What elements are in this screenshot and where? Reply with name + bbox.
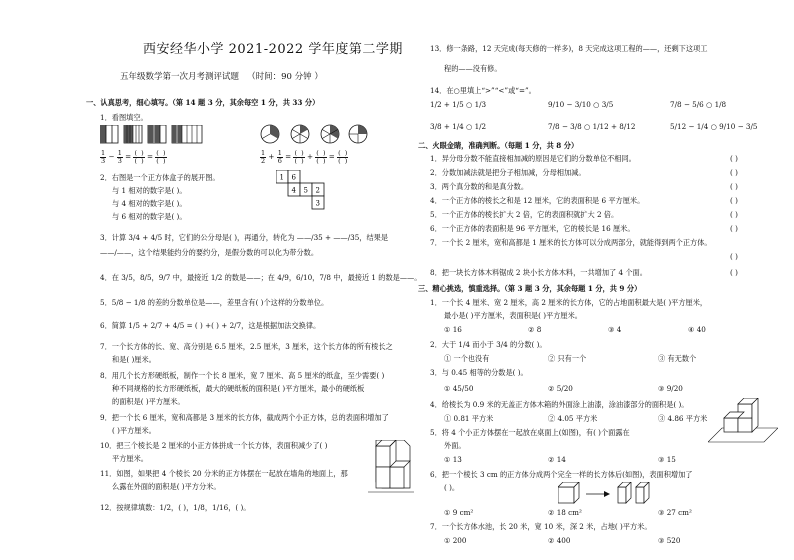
exam-title: 五年级数学第一次月考测评试题 bbox=[120, 72, 240, 82]
q14-item-5: 7/8 − 3/8 ○ 1/12 + 8/12 bbox=[548, 122, 636, 131]
choice-q4-opt-3[interactable]: ③ 4.86 平方米 bbox=[658, 414, 708, 423]
choice-q3: 3．与 0.45 相等的分数是( )。 bbox=[430, 368, 528, 377]
school-title: 西安经华小学 2021-2022 学年度第二学期 bbox=[143, 42, 403, 57]
question-9-b: ( )平方厘米。 bbox=[112, 426, 156, 435]
circle-figure-4 bbox=[349, 125, 367, 143]
circle-figure-3 bbox=[321, 125, 339, 143]
q1-fraction-line-right: $\frac{1}{2}$ + $\frac{1}{6}$ = $\frac{( )}{( )}$ + $\frac{( )}{( )}$ = $\frac{( )}{( )}$ bbox=[261, 149, 348, 165]
judge-item-5: 5．一个正方体的棱长扩大 2 倍，它的表面积就扩大 2 倍。 bbox=[430, 210, 619, 219]
q14-item-1: 1/2 + 1/5 ○ 1/3 bbox=[430, 100, 487, 109]
circle-figure-2 bbox=[291, 125, 309, 143]
question-7: 7．一个长方体的长、宽、高分别是 6.5 厘米，2.5 厘米，3 厘米，这个长方体的所有棱长之 bbox=[100, 342, 393, 351]
judge-item-3: 3．两个真分数的和是真分数。 bbox=[430, 182, 529, 191]
judge-item-8: 8．把一块长方体木料锯成 2 块小长方体木料，一共增加了 4 个面。 bbox=[430, 268, 647, 277]
choice-q4: 4．给棱长为 0.9 米的无盖正方体木箱的外面涂上油漆，涂油漆部分的面积是( )。 bbox=[430, 400, 689, 409]
choice-q1: 1．一个长 4 厘米、宽 2 厘米，高 2 厘米的长方体，它的占地面积最大是( )平方厘米， bbox=[430, 298, 708, 307]
choice-q2-opt-3[interactable]: ③ 有无数个 bbox=[658, 354, 697, 363]
judge-paren-1[interactable]: ( ) bbox=[730, 154, 738, 163]
net-cell-5: 2 bbox=[315, 186, 320, 195]
circle-figures bbox=[260, 124, 370, 146]
judge-paren-6[interactable]: ( ) bbox=[730, 224, 738, 233]
question-10: 10．把三个棱长是 2 厘米的小正方体拼成一个长方体，表面积减少了( ) bbox=[100, 441, 328, 450]
question-4: 4．在 3/5，8/5，9/7 中，最接近 1/2 的数是——；在 4/9，6/10，7/8 中，最接近 1 的数是——。 bbox=[100, 273, 422, 282]
question-13-b: 程的——没有修。 bbox=[444, 64, 502, 73]
q14-item-6: 5/12 − 1/4 ○ 9/10 − 3/5 bbox=[670, 122, 758, 131]
choice-q1-opt-4[interactable]: ④ 40 bbox=[688, 325, 706, 334]
choice-q6-opt-3[interactable]: ③ 27 cm² bbox=[658, 508, 692, 517]
choice-q7-opt-3[interactable]: ③ 520 bbox=[658, 536, 681, 545]
bar-figures bbox=[100, 125, 210, 145]
judge-item-6: 6．一个正方体的表面积是 96 平方厘米，它的棱长是 16 厘米。 bbox=[430, 224, 635, 233]
question-3-b: ——/——，这个结果能约分的要约分，是假分数的可以化为带分数。 bbox=[100, 248, 319, 257]
question-7-b: 和是( )厘米。 bbox=[112, 355, 156, 364]
question-11-b: 么露在外面的面积是( )平方分米。 bbox=[112, 482, 221, 491]
choice-q1-opt-2[interactable]: ② 8 bbox=[528, 325, 542, 334]
bar-figure-3 bbox=[148, 125, 166, 143]
question-2-b: 与 1 相对的数字是( )。 bbox=[112, 186, 187, 195]
question-2-c: 与 4 相对的数字是( )。 bbox=[112, 199, 187, 208]
question-8-b: 种不同规格的长方形硬纸板，最大的硬纸板的面积是( )平方厘米，最小的硬纸板 bbox=[112, 384, 365, 393]
question-8-c: 的面积是( )平方厘米。 bbox=[112, 397, 185, 406]
judge-paren-8[interactable]: ( ) bbox=[730, 268, 738, 277]
choice-q1-b: 最小是( )平方厘米，表面积是( )平方厘米。 bbox=[444, 311, 582, 320]
net-cell-2: 6 bbox=[291, 173, 296, 182]
circle-figure-1 bbox=[261, 125, 279, 143]
choice-q1-opt-3[interactable]: ③ 4 bbox=[608, 325, 622, 334]
question-1: 1．看图填空。 bbox=[100, 113, 148, 122]
net-cell-3: 4 bbox=[291, 186, 296, 195]
choice-q2-opt-1[interactable]: ① 一个也没有 bbox=[444, 354, 490, 363]
section-2-heading: 二、火眼金睛，准确判断。（每题 1 分，共 8 分） bbox=[418, 141, 579, 150]
question-14: 14．在○里填上“>”“<”或“=”。 bbox=[430, 86, 536, 95]
question-12: 12．按规律填数：1/2，( )，1/8，1/16，( )。 bbox=[100, 503, 251, 512]
bar-figure-1 bbox=[100, 125, 118, 143]
choice-q3-opt-3[interactable]: ③ 9/20 bbox=[658, 384, 683, 393]
choice-q1-opt-1[interactable]: ① 16 bbox=[444, 325, 462, 334]
section-3-heading: 三、精心挑选，慎重选择。（第 3 题 3 分，其余每题 1 分，共 9 分） bbox=[418, 284, 642, 293]
cube-net bbox=[276, 170, 336, 212]
choice-q2-opt-2[interactable]: ② 只有一个 bbox=[548, 354, 587, 363]
q14-item-3: 7/8 − 5/6 ○ 1/8 bbox=[670, 100, 727, 109]
corner-cubes-figure bbox=[368, 440, 414, 496]
choice-q6-b: ( )。 bbox=[444, 483, 460, 492]
q14-item-2: 9/10 − 3/10 ○ 3/5 bbox=[548, 100, 614, 109]
judge-paren-7[interactable]: ( ) bbox=[730, 252, 738, 261]
choice-q5-b: 外面。 bbox=[444, 441, 466, 450]
choice-q3-opt-1[interactable]: ① 45/50 bbox=[444, 384, 474, 393]
question-3: 3．计算 3/4 + 4/5 时，它们的公分母是( )，再通分，转化为 ——/35 + ——/35，结果是 bbox=[100, 233, 389, 242]
judge-item-2: 2．分数加减法就是把分子相加减，分母相加减。 bbox=[430, 168, 586, 177]
choice-q7-opt-2[interactable]: ② 400 bbox=[548, 536, 571, 545]
question-5: 5．5/8 − 1/8 的差的分数单位是——，差里含有( )个这样的分数单位。 bbox=[100, 298, 329, 307]
choice-q5: 5．将 4 个小正方体摆在一起放在桌面上(如图)，有( )个面露在 bbox=[430, 428, 630, 437]
choice-q5-opt-2[interactable]: ② 14 bbox=[548, 455, 566, 464]
choice-q5-opt-1[interactable]: ① 13 bbox=[444, 455, 462, 464]
question-2-d: 与 6 相对的数字是( )。 bbox=[112, 212, 187, 221]
choice-q5-opt-3[interactable]: ③ 15 bbox=[658, 455, 676, 464]
choice-q7-opt-1[interactable]: ① 200 bbox=[444, 536, 467, 545]
choice-q2: 2．大于 1/4 而小于 3/4 的分数( )。 bbox=[430, 340, 547, 349]
judge-paren-5[interactable]: ( ) bbox=[730, 210, 738, 219]
net-cell-4: 5 bbox=[303, 186, 308, 195]
bar-figure-4 bbox=[172, 125, 202, 143]
question-2: 2．右图是一个正方体盒子的展开图。 bbox=[100, 173, 220, 182]
q14-item-4: 3/8 + 1/4 ○ 1/2 bbox=[430, 122, 487, 131]
exam-time: （时间：90 分钟 ） bbox=[247, 72, 323, 82]
judge-paren-2[interactable]: ( ) bbox=[730, 168, 738, 177]
judge-paren-3[interactable]: ( ) bbox=[730, 182, 738, 191]
cube-split-figure bbox=[558, 482, 658, 506]
judge-paren-4[interactable]: ( ) bbox=[730, 196, 738, 205]
question-6: 6．简算 1/5 + 2/7 + 4/5 = ( ) +( ) + 2/7，这是根据加法交换律。 bbox=[100, 321, 321, 330]
q1-fraction-line-left: $\frac{1}{3}$ − $\frac{1}{3}$ = $\frac{( )}{( )}$ = $\frac{( )}{( )}$ bbox=[101, 149, 166, 165]
net-cell-6: 3 bbox=[315, 199, 320, 208]
net-cell-1: 1 bbox=[279, 173, 284, 182]
choice-q3-opt-2[interactable]: ② 5/20 bbox=[548, 384, 573, 393]
question-9: 9．把一个长 6 厘米，宽和高都是 3 厘米的长方体，截成两个小正方体，总的表面积增加了 bbox=[100, 413, 389, 422]
choice-q4-opt-2[interactable]: ② 4.05 平方米 bbox=[548, 414, 598, 423]
choice-q6: 6．把一个棱长 3 cm 的正方体分成两个完全一样的长方体后(如图)，表面积增加了 bbox=[430, 470, 693, 479]
choice-q6-opt-2[interactable]: ② 18 cm² bbox=[548, 508, 582, 517]
bar-figure-2 bbox=[124, 125, 142, 143]
judge-item-1: 1．异分母分数不能直接相加减的原因是它们的分数单位不相同。 bbox=[430, 154, 636, 163]
choice-q4-opt-1[interactable]: ① 0.81 平方米 bbox=[444, 414, 494, 423]
choice-q6-opt-1[interactable]: ① 9 cm² bbox=[444, 508, 474, 517]
judge-item-7: 7．一个长 2 厘米，宽和高都是 1 厘米的长方体可以分成两部分，就能得到两个正方体。 bbox=[430, 238, 712, 247]
section-1-heading: 一、认真思考，细心填写。（第 14 题 3 分，其余每空 1 分，共 33 分） bbox=[86, 98, 320, 107]
table-cubes-figure bbox=[708, 398, 778, 446]
exam-subtitle bbox=[120, 72, 323, 83]
question-11: 11．如图，如果把 4 个棱长 20 分米的正方体摆在一起放在墙角的地面上，那 bbox=[100, 469, 348, 478]
question-10-b: 平方厘米。 bbox=[112, 454, 148, 463]
question-8: 8．用几个长方形硬纸板，制作一个长 8 厘米，宽 7 厘米、高 5 厘米的纸盒，至少需要( ) bbox=[100, 371, 385, 380]
choice-q7: 7．一个长方体水池，长 20 米，宽 10 米，深 2 米，占地( )平方米。 bbox=[430, 522, 652, 531]
question-13: 13．修一条路，12 天完成(每天修的一样多)，8 天完成这项工程的——，还剩下这项工 bbox=[430, 44, 708, 53]
judge-item-4: 4．一个正方体的棱长之和是 12 厘米，它的表面积是 6 平方厘米。 bbox=[430, 196, 645, 205]
